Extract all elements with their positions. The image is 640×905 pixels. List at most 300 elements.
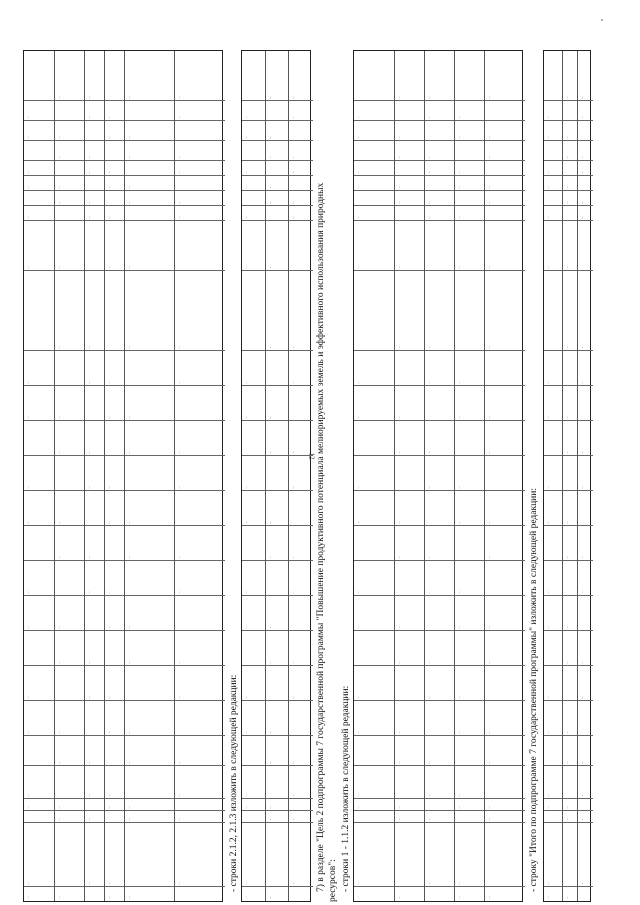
column-rule	[85, 175, 105, 176]
table-cell: …	[57, 200, 61, 204]
column-rule	[578, 595, 593, 596]
table-cell: …	[487, 895, 491, 899]
column-rule	[578, 630, 593, 631]
column-rule	[425, 175, 455, 176]
column-rule	[24, 190, 54, 191]
column-rule	[85, 100, 105, 101]
column-rule	[24, 205, 54, 206]
table-cell: …	[291, 817, 295, 821]
column-rule	[175, 270, 225, 271]
table-cell: …	[127, 760, 131, 764]
table-cell: …	[26, 590, 30, 594]
column-rule	[455, 886, 485, 887]
table-cell: …	[457, 805, 461, 809]
column-rule	[563, 630, 578, 631]
table-cell: …	[26, 730, 30, 734]
column-rule	[289, 100, 313, 101]
table-cell: …	[177, 380, 181, 384]
column-rule	[563, 420, 578, 421]
column-rule	[55, 595, 85, 596]
column-rule	[578, 385, 593, 386]
column-rule	[175, 385, 225, 386]
column-rule	[24, 798, 54, 799]
table-cell: …	[26, 520, 30, 524]
table-cell: …	[268, 345, 272, 349]
column-rule	[242, 630, 265, 631]
table-cell: …	[268, 95, 272, 99]
column-rule	[544, 665, 562, 666]
table-cell: …	[268, 625, 272, 629]
column-rule	[85, 765, 105, 766]
column-rule	[266, 595, 289, 596]
table-cell: …	[427, 760, 431, 764]
column-rule	[85, 735, 105, 736]
column-rule	[105, 455, 125, 456]
table-cell: …	[356, 265, 360, 269]
table-row	[242, 51, 265, 901]
table-cell: …	[397, 135, 401, 139]
column-rule	[175, 700, 225, 701]
table-cell: …	[356, 805, 360, 809]
column-rule	[242, 455, 265, 456]
column-rule	[395, 735, 425, 736]
table-cell: …	[580, 450, 584, 454]
column-rule	[563, 822, 578, 823]
table-cell: …	[565, 450, 569, 454]
column-rule	[85, 595, 105, 596]
table-cell: …	[26, 265, 30, 269]
table-cell: …	[127, 200, 131, 204]
table-cell: …	[87, 793, 91, 797]
column-rule	[242, 350, 265, 351]
table-cell: …	[546, 115, 550, 119]
column-rule	[266, 735, 289, 736]
column-rule	[24, 350, 54, 351]
table-4	[543, 50, 591, 902]
table-cell: …	[565, 265, 569, 269]
column-rule	[455, 630, 485, 631]
column-rule	[395, 822, 425, 823]
table-cell: …	[397, 625, 401, 629]
column-rule	[125, 490, 175, 491]
column-rule	[455, 420, 485, 421]
column-rule	[455, 205, 485, 206]
column-rule	[455, 220, 485, 221]
column-rule	[395, 420, 425, 421]
column-rule	[425, 735, 455, 736]
column-rule	[425, 205, 455, 206]
table-row	[454, 51, 485, 901]
column-rule	[425, 190, 455, 191]
column-rule	[354, 175, 394, 176]
table-cell: …	[356, 185, 360, 189]
table-cell: …	[57, 730, 61, 734]
column-rule	[85, 140, 105, 141]
table-cell: …	[356, 380, 360, 384]
table-cell: …	[268, 760, 272, 764]
column-rule	[175, 160, 225, 161]
table-cell: …	[177, 200, 181, 204]
table-cell: …	[427, 590, 431, 594]
column-rule	[242, 798, 265, 799]
table-cell: …	[356, 485, 360, 489]
table-cell: …	[291, 881, 295, 885]
column-rule	[242, 822, 265, 823]
column-rule	[175, 190, 225, 191]
table-cell: …	[57, 265, 61, 269]
column-rule	[485, 205, 525, 206]
column-rule	[242, 120, 265, 121]
column-rule	[425, 595, 455, 596]
column-rule	[175, 595, 225, 596]
column-rule	[125, 886, 175, 887]
table-cell: …	[565, 95, 569, 99]
table-cell: …	[457, 730, 461, 734]
table-cell: …	[87, 555, 91, 559]
column-rule	[24, 220, 54, 221]
table-cell: …	[397, 660, 401, 664]
table-cell: …	[57, 895, 61, 899]
column-rule	[425, 120, 455, 121]
column-rule	[24, 100, 54, 101]
column-rule	[289, 810, 313, 811]
table-cell: …	[291, 200, 295, 204]
column-rule	[563, 175, 578, 176]
column-rule	[105, 765, 125, 766]
column-rule	[266, 525, 289, 526]
table-cell: …	[244, 625, 248, 629]
table-cell: …	[57, 555, 61, 559]
column-rule	[578, 665, 593, 666]
table-cell: …	[565, 895, 569, 899]
table-cell: …	[397, 805, 401, 809]
column-rule	[24, 175, 54, 176]
column-rule	[55, 822, 85, 823]
table-cell: …	[57, 817, 61, 821]
table-cell: …	[546, 695, 550, 699]
column-rule	[266, 630, 289, 631]
column-rule	[175, 886, 225, 887]
column-rule	[242, 420, 265, 421]
table-cell: …	[580, 881, 584, 885]
column-rule	[563, 886, 578, 887]
column-rule	[563, 205, 578, 206]
column-rule	[425, 765, 455, 766]
column-rule	[85, 798, 105, 799]
column-rule	[175, 205, 225, 206]
column-rule	[544, 595, 562, 596]
column-rule	[395, 798, 425, 799]
column-rule	[266, 205, 289, 206]
column-rule	[125, 665, 175, 666]
table-cell: …	[397, 555, 401, 559]
column-rule	[354, 630, 394, 631]
table-cell: …	[565, 730, 569, 734]
table-cell: …	[127, 520, 131, 524]
column-rule	[563, 455, 578, 456]
table-cell: …	[268, 135, 272, 139]
column-rule	[544, 886, 562, 887]
column-rule	[578, 420, 593, 421]
column-rule	[55, 765, 85, 766]
table-cell: …	[268, 265, 272, 269]
table-cell: …	[487, 185, 491, 189]
table-cell: …	[291, 95, 295, 99]
column-rule	[289, 420, 313, 421]
table-cell: …	[107, 590, 111, 594]
table-cell: …	[546, 135, 550, 139]
table-cell: …	[427, 485, 431, 489]
column-rule	[289, 886, 313, 887]
table-cell: …	[177, 760, 181, 764]
column-rule	[125, 160, 175, 161]
column-rule	[578, 822, 593, 823]
table-cell: …	[457, 170, 461, 174]
rotated-page	[23, 50, 598, 902]
column-rule	[395, 630, 425, 631]
column-rule	[544, 525, 562, 526]
column-rule	[455, 175, 485, 176]
column-rule	[425, 665, 455, 666]
table-cell: …	[268, 200, 272, 204]
table-cell: …	[107, 115, 111, 119]
column-rule	[242, 140, 265, 141]
column-rule	[24, 525, 54, 526]
column-rule	[544, 385, 562, 386]
column-rule	[175, 420, 225, 421]
column-rule	[455, 700, 485, 701]
column-rule	[563, 810, 578, 811]
table-cell: …	[57, 135, 61, 139]
column-rule	[289, 350, 313, 351]
column-rule	[24, 560, 54, 561]
column-rule	[354, 765, 394, 766]
column-rule	[24, 765, 54, 766]
table-cell: …	[457, 881, 461, 885]
table-cell: …	[356, 881, 360, 885]
column-rule	[354, 160, 394, 161]
column-rule	[105, 798, 125, 799]
column-rule	[266, 822, 289, 823]
column-rule	[175, 100, 225, 101]
column-rule	[578, 190, 593, 191]
column-rule	[175, 665, 225, 666]
table-cell: …	[26, 380, 30, 384]
column-rule	[125, 765, 175, 766]
column-rule	[242, 100, 265, 101]
table-cell: …	[127, 895, 131, 899]
table-cell: …	[107, 730, 111, 734]
column-rule	[24, 630, 54, 631]
table-cell: …	[87, 200, 91, 204]
column-rule	[485, 190, 525, 191]
column-rule	[55, 490, 85, 491]
column-rule	[105, 665, 125, 666]
column-rule	[289, 220, 313, 221]
column-rule	[578, 490, 593, 491]
column-rule	[85, 810, 105, 811]
column-rule	[24, 420, 54, 421]
table-cell: …	[356, 215, 360, 219]
table-cell: …	[546, 520, 550, 524]
column-rule	[125, 205, 175, 206]
column-rule	[289, 560, 313, 561]
table-cell: …	[87, 170, 91, 174]
table-cell: …	[127, 625, 131, 629]
table-cell: …	[26, 805, 30, 809]
table-cell: …	[487, 760, 491, 764]
column-rule	[125, 385, 175, 386]
column-rule	[24, 700, 54, 701]
column-rule	[125, 798, 175, 799]
table-cell: …	[177, 115, 181, 119]
column-rule	[242, 525, 265, 526]
table-cell: …	[127, 660, 131, 664]
table-cell: …	[487, 135, 491, 139]
column-rule	[425, 490, 455, 491]
table-cell: …	[457, 485, 461, 489]
column-rule	[544, 175, 562, 176]
column-rule	[175, 220, 225, 221]
column-rule	[354, 220, 394, 221]
column-rule	[55, 175, 85, 176]
column-rule	[105, 810, 125, 811]
column-rule	[85, 160, 105, 161]
column-rule	[175, 350, 225, 351]
table-cell: …	[268, 817, 272, 821]
table-row	[354, 51, 394, 901]
column-rule	[125, 420, 175, 421]
column-rule	[395, 190, 425, 191]
column-rule	[242, 175, 265, 176]
table-cell: …	[107, 265, 111, 269]
column-rule	[485, 455, 525, 456]
table-cell: …	[291, 170, 295, 174]
table-cell: …	[244, 730, 248, 734]
column-rule	[266, 190, 289, 191]
table-cell: …	[107, 380, 111, 384]
table-cell: …	[580, 345, 584, 349]
column-rule	[289, 140, 313, 141]
table-cell: …	[580, 200, 584, 204]
table-cell: …	[127, 345, 131, 349]
table-cell: …	[291, 345, 295, 349]
column-rule	[55, 220, 85, 221]
table-row	[124, 51, 175, 901]
table-cell: …	[427, 817, 431, 821]
table-cell: …	[177, 215, 181, 219]
column-rule	[105, 420, 125, 421]
column-rule	[578, 120, 593, 121]
column-rule	[105, 270, 125, 271]
column-rule	[105, 160, 125, 161]
table-cell: …	[87, 817, 91, 821]
table-cell: …	[127, 185, 131, 189]
column-rule	[242, 205, 265, 206]
column-rule	[105, 220, 125, 221]
column-rule	[485, 100, 525, 101]
column-rule	[289, 120, 313, 121]
column-rule	[544, 822, 562, 823]
column-rule	[105, 190, 125, 191]
column-rule	[544, 810, 562, 811]
table-cell: …	[546, 485, 550, 489]
table-cell: …	[356, 135, 360, 139]
table-cell: …	[291, 485, 295, 489]
table-cell: …	[397, 450, 401, 454]
column-rule	[125, 735, 175, 736]
table-cell: …	[397, 155, 401, 159]
column-rule	[485, 700, 525, 701]
table-cell: …	[580, 760, 584, 764]
table-cell: …	[427, 450, 431, 454]
column-rule	[105, 140, 125, 141]
column-rule	[24, 455, 54, 456]
table-cell: …	[487, 805, 491, 809]
column-rule	[242, 886, 265, 887]
column-rule	[105, 205, 125, 206]
table-cell: …	[244, 695, 248, 699]
table-cell: …	[87, 380, 91, 384]
column-rule	[544, 560, 562, 561]
table-cell: …	[87, 881, 91, 885]
column-rule	[85, 886, 105, 887]
column-rule	[455, 798, 485, 799]
table-cell: …	[457, 625, 461, 629]
heading-section-7-line-1: 7) в разделе "Цель 2 подпрограммы 7 государственной программы "Повышение продуктивного потенциала мелиорируемых земель и эффективного использования природных	[316, 182, 326, 892]
table-cell: …	[244, 895, 248, 899]
table-cell: …	[26, 135, 30, 139]
column-rule	[125, 100, 175, 101]
table-cell: …	[26, 215, 30, 219]
table-cell: …	[580, 170, 584, 174]
table-cell: …	[87, 345, 91, 349]
column-rule	[55, 735, 85, 736]
table-cell: …	[356, 415, 360, 419]
column-rule	[455, 190, 485, 191]
column-rule	[395, 595, 425, 596]
table-cell: …	[565, 200, 569, 204]
table-cell: …	[565, 817, 569, 821]
table-cell: …	[87, 155, 91, 159]
column-rule	[266, 560, 289, 561]
table-row	[394, 51, 425, 901]
column-rule	[485, 595, 525, 596]
table-cell: …	[457, 185, 461, 189]
column-rule	[425, 220, 455, 221]
column-rule	[354, 886, 394, 887]
column-rule	[24, 140, 54, 141]
column-rule	[85, 350, 105, 351]
table-cell: …	[87, 115, 91, 119]
table-cell: …	[57, 155, 61, 159]
column-rule	[354, 350, 394, 351]
table-cell: …	[356, 590, 360, 594]
column-rule	[425, 385, 455, 386]
table-cell: …	[268, 555, 272, 559]
table-cell: …	[107, 881, 111, 885]
column-rule	[354, 270, 394, 271]
table-cell: …	[565, 345, 569, 349]
column-rule	[85, 270, 105, 271]
column-rule	[175, 822, 225, 823]
table-cell: …	[107, 485, 111, 489]
column-rule	[289, 765, 313, 766]
table-cell: …	[244, 215, 248, 219]
column-rule	[242, 735, 265, 736]
column-rule	[395, 160, 425, 161]
table-cell: …	[546, 793, 550, 797]
